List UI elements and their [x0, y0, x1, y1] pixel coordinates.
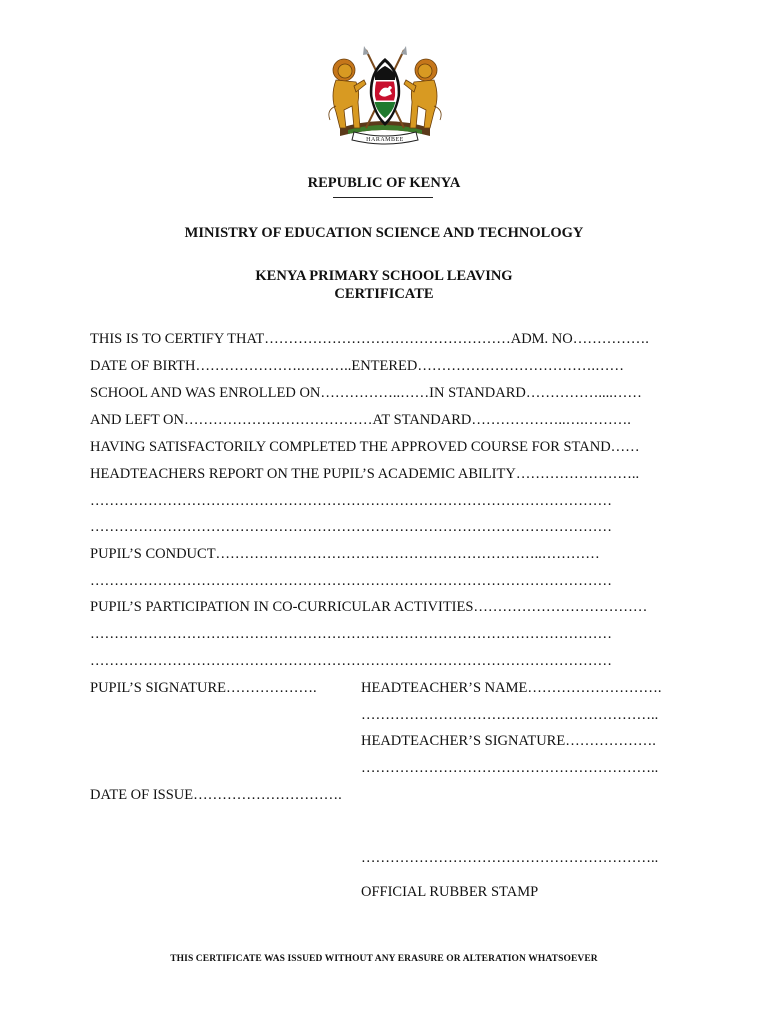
footer-note: THIS CERTIFICATE WAS ISSUED WITHOUT ANY ERASURE OR ALTERATION WHATSOEVER: [170, 954, 598, 964]
blank-dotted-line: ………………………………………………………………………………………………: [90, 493, 612, 509]
motto-text: HARAMBEE: [366, 137, 404, 143]
date-of-birth-line: DATE OF BIRTH………………….………..ENTERED……………………………….……: [90, 358, 625, 374]
headteacher-signature-dotted-line: ……………………………………………………..: [361, 760, 659, 776]
academic-report-line: HEADTEACHERS REPORT ON THE PUPIL’S ACADEMIC ABILITY……………………..: [90, 466, 640, 482]
official-rubber-stamp-label: OFFICIAL RUBBER STAMP: [361, 884, 539, 900]
stamp-dotted-line: ……………………………………………………..: [361, 850, 659, 866]
heading-underline: [333, 197, 433, 198]
left-on-line: AND LEFT ON…………………………………AT STANDARD………………..….……….: [90, 412, 631, 428]
pupil-conduct-line: PUPIL’S CONDUCT…………………………………………………………..…………: [90, 546, 600, 562]
headteacher-name-field: HEADTEACHER’S NAME……………………….: [361, 680, 662, 696]
date-of-issue-field: DATE OF ISSUE………………………….: [90, 787, 342, 803]
school-enrolled-line: SCHOOL AND WAS ENROLLED ON……………..……IN STANDARD……………....……: [90, 385, 642, 401]
republic-heading: REPUBLIC OF KENYA: [307, 175, 461, 191]
certificate-title-line2: CERTIFICATE: [334, 286, 434, 302]
cocurricular-line: PUPIL’S PARTICIPATION IN CO-CURRICULAR ACTIVITIES………………………………: [90, 599, 648, 615]
blank-dotted-line: ………………………………………………………………………………………………: [90, 573, 612, 589]
completed-course-line: HAVING SATISFACTORILY COMPLETED THE APPROVED COURSE FOR STAND……: [90, 439, 640, 455]
blank-dotted-line: ………………………………………………………………………………………………: [90, 626, 612, 642]
certify-line: THIS IS TO CERTIFY THAT……………………………………………ADM. NO…………….: [90, 331, 649, 347]
blank-dotted-line: ………………………………………………………………………………………………: [90, 519, 612, 535]
certificate-title-line1: KENYA PRIMARY SCHOOL LEAVING: [255, 268, 513, 284]
ministry-heading: MINISTRY OF EDUCATION SCIENCE AND TECHNOLOGY: [184, 225, 584, 241]
blank-dotted-line: ………………………………………………………………………………………………: [90, 653, 612, 669]
kenya-coat-of-arms-emblem: [326, 44, 444, 146]
headteacher-signature-field: HEADTEACHER’S SIGNATURE……………….: [361, 733, 656, 749]
pupil-signature-field: PUPIL’S SIGNATURE……………….: [90, 680, 317, 696]
headteacher-name-dotted-line: ……………………………………………………..: [361, 707, 659, 723]
